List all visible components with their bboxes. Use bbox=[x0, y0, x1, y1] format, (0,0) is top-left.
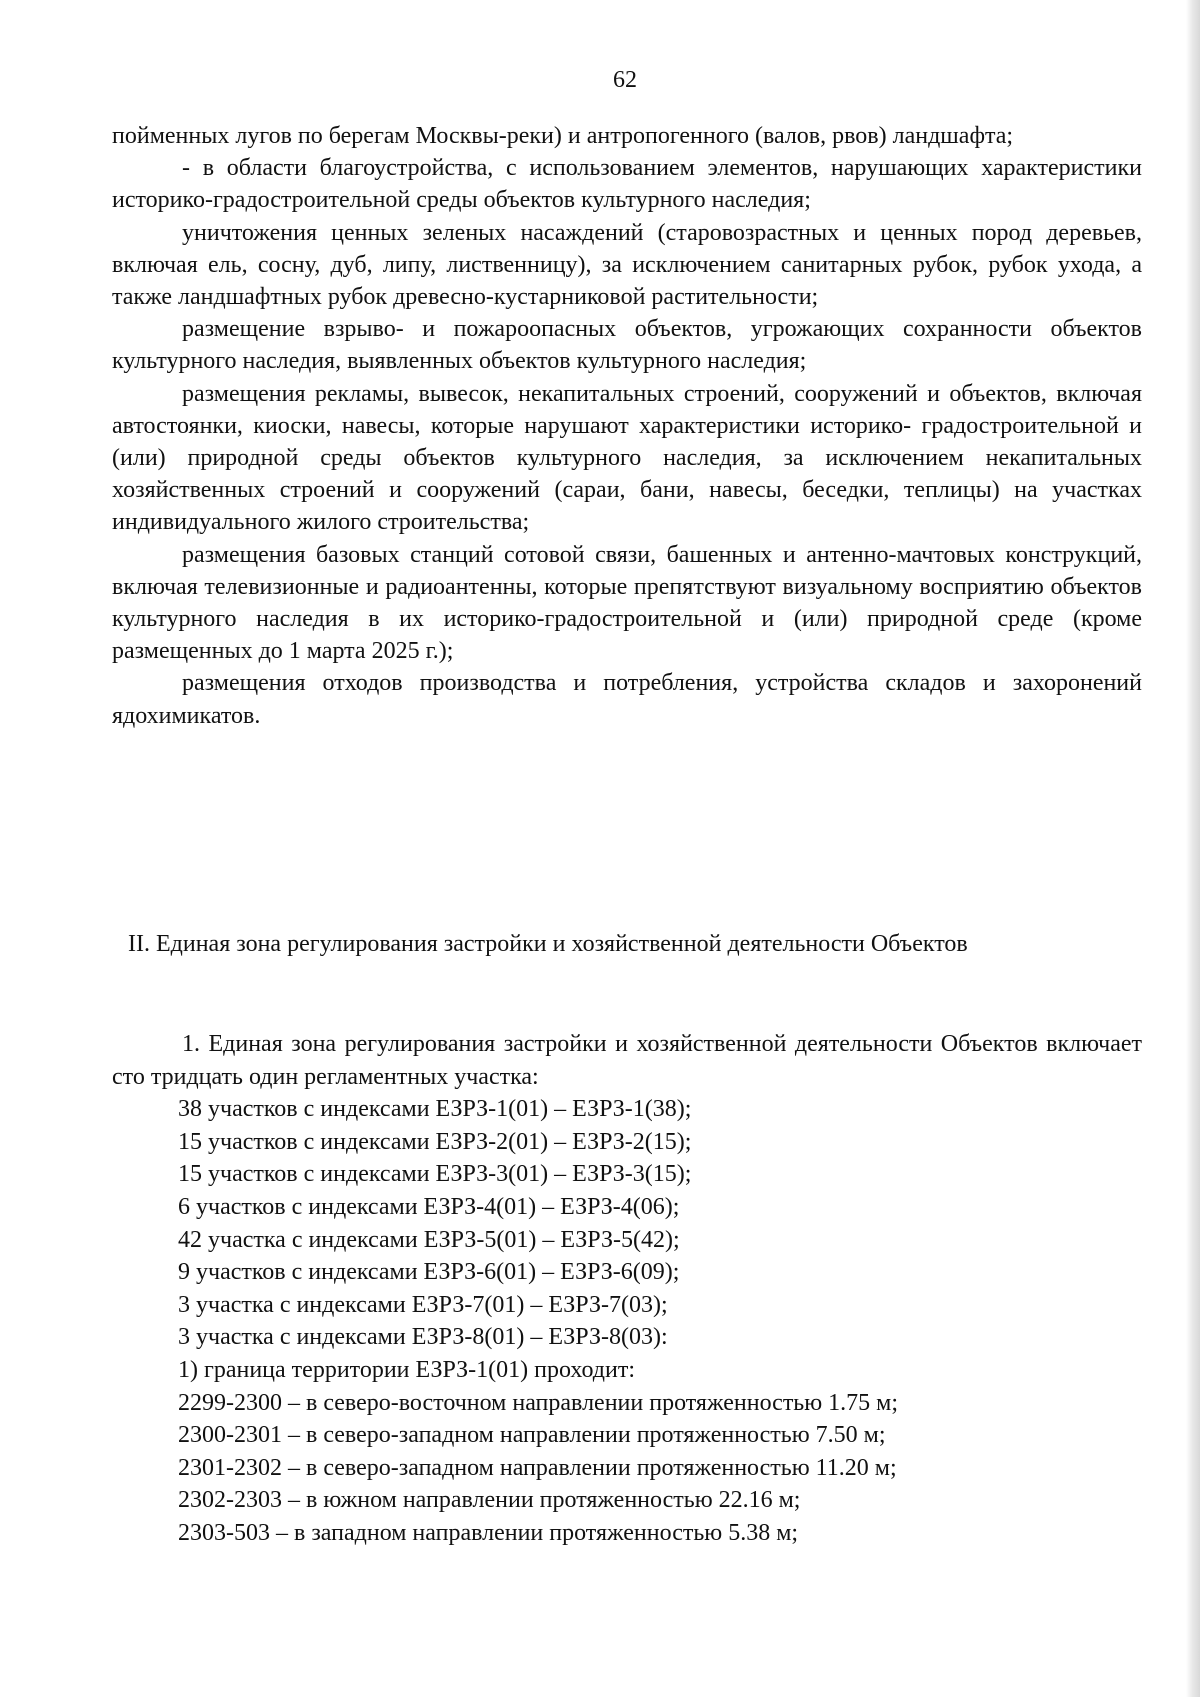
list-line: 2303-503 – в западном направлении протяженностью 5.38 м; bbox=[178, 1519, 799, 1546]
list-line: 6 участков с индексами ЕЗРЗ-4(01) – ЕЗРЗ-4(06); bbox=[178, 1193, 680, 1220]
paragraph-5: размещения рекламы, вывесок, некапитальных строений, сооружений и объектов, включая автостоянки, киоски, навесы, которые нарушают характеристики историко- градостроительной и (или) природной среды объектов культурного наследия, за исключением некапитальных хозяйственных строений и сооружений (сараи, бани, навесы, беседки, теплицы) на участках индивидуального жилого строительства; bbox=[112, 380, 1142, 536]
list-line: 3 участка с индексами ЕЗРЗ-8(01) – ЕЗРЗ-8(03): bbox=[178, 1324, 668, 1351]
restrictions-text bbox=[112, 120, 1142, 732]
paragraph-3: уничтожения ценных зеленых насаждений (старовозрастных и ценных пород деревьев, включая ель, сосну, дуб, липу, лиственницу), за исключением санитарных рубок, рубок ухода, а также ландшафтных рубок древесно-кустарниковой растительности; bbox=[112, 219, 1142, 311]
paragraph-2: - в области благоустройства, с использованием элементов, нарушающих характеристики историко-градостроительной среды объектов культурного наследия; bbox=[112, 155, 1142, 214]
list-line: 2302-2303 – в южном направлении протяженностью 22.16 м; bbox=[178, 1487, 801, 1514]
list-line: 42 участка с индексами ЕЗРЗ-5(01) – ЕЗРЗ-5(42); bbox=[178, 1226, 680, 1253]
list-line: 15 участков с индексами ЕЗРЗ-3(01) – ЕЗРЗ-3(15); bbox=[178, 1161, 692, 1188]
list-line: 2301-2302 – в северо-западном направлении протяженностью 11.20 м; bbox=[178, 1454, 897, 1481]
list-line: 2299-2300 – в северо-восточном направлении протяженностью 1.75 м; bbox=[178, 1389, 899, 1416]
list-line: 9 участков с индексами ЕЗРЗ-6(01) – ЕЗРЗ-6(09); bbox=[178, 1259, 680, 1286]
list-line: 15 участков с индексами ЕЗРЗ-2(01) – ЕЗРЗ-2(15); bbox=[178, 1128, 692, 1155]
intro-paragraph: 1. Единая зона регулирования застройки и хозяйственной деятельности Объектов включает сто тридцать один регламентных участка: bbox=[112, 1031, 1142, 1090]
scan-edge bbox=[1186, 0, 1200, 1697]
paragraph-4: размещение взрыво- и пожароопасных объектов, угрожающих сохранности объектов культурного наследия, выявленных объектов культурного наследия; bbox=[112, 316, 1142, 375]
section-title: II. Единая зона регулирования застройки и хозяйственной деятельности Объектов bbox=[128, 931, 968, 957]
paragraph-7: размещения отходов производства и потребления, устройства складов и захоронений ядохимикатов. bbox=[112, 670, 1142, 729]
list-line: 1) граница территории ЕЗРЗ-1(01) проходит: bbox=[178, 1356, 635, 1383]
page-number: 62 bbox=[613, 67, 637, 93]
paragraph-1: пойменных лугов по берегам Москвы-реки) и антропогенного (валов, рвов) ландшафта; bbox=[112, 123, 1014, 149]
list-line: 38 участков с индексами ЕЗРЗ-1(01) – ЕЗРЗ-1(38); bbox=[178, 1096, 692, 1123]
paragraph-6: размещения базовых станций сотовой связи, башенных и антенно-мачтовых конструкций, включая телевизионные и радиоантенны, которые препятствуют визуальному восприятию объектов культурного наследия в их историко-градостроительной и (или) природной среде (кроме размещенных до 1 марта 2025 г.); bbox=[112, 541, 1142, 665]
zone-description bbox=[112, 1028, 1142, 1550]
list-line: 3 участка с индексами ЕЗРЗ-7(01) – ЕЗРЗ-7(03); bbox=[178, 1291, 668, 1318]
list-line: 2300-2301 – в северо-западном направлении протяженностью 7.50 м; bbox=[178, 1422, 886, 1449]
